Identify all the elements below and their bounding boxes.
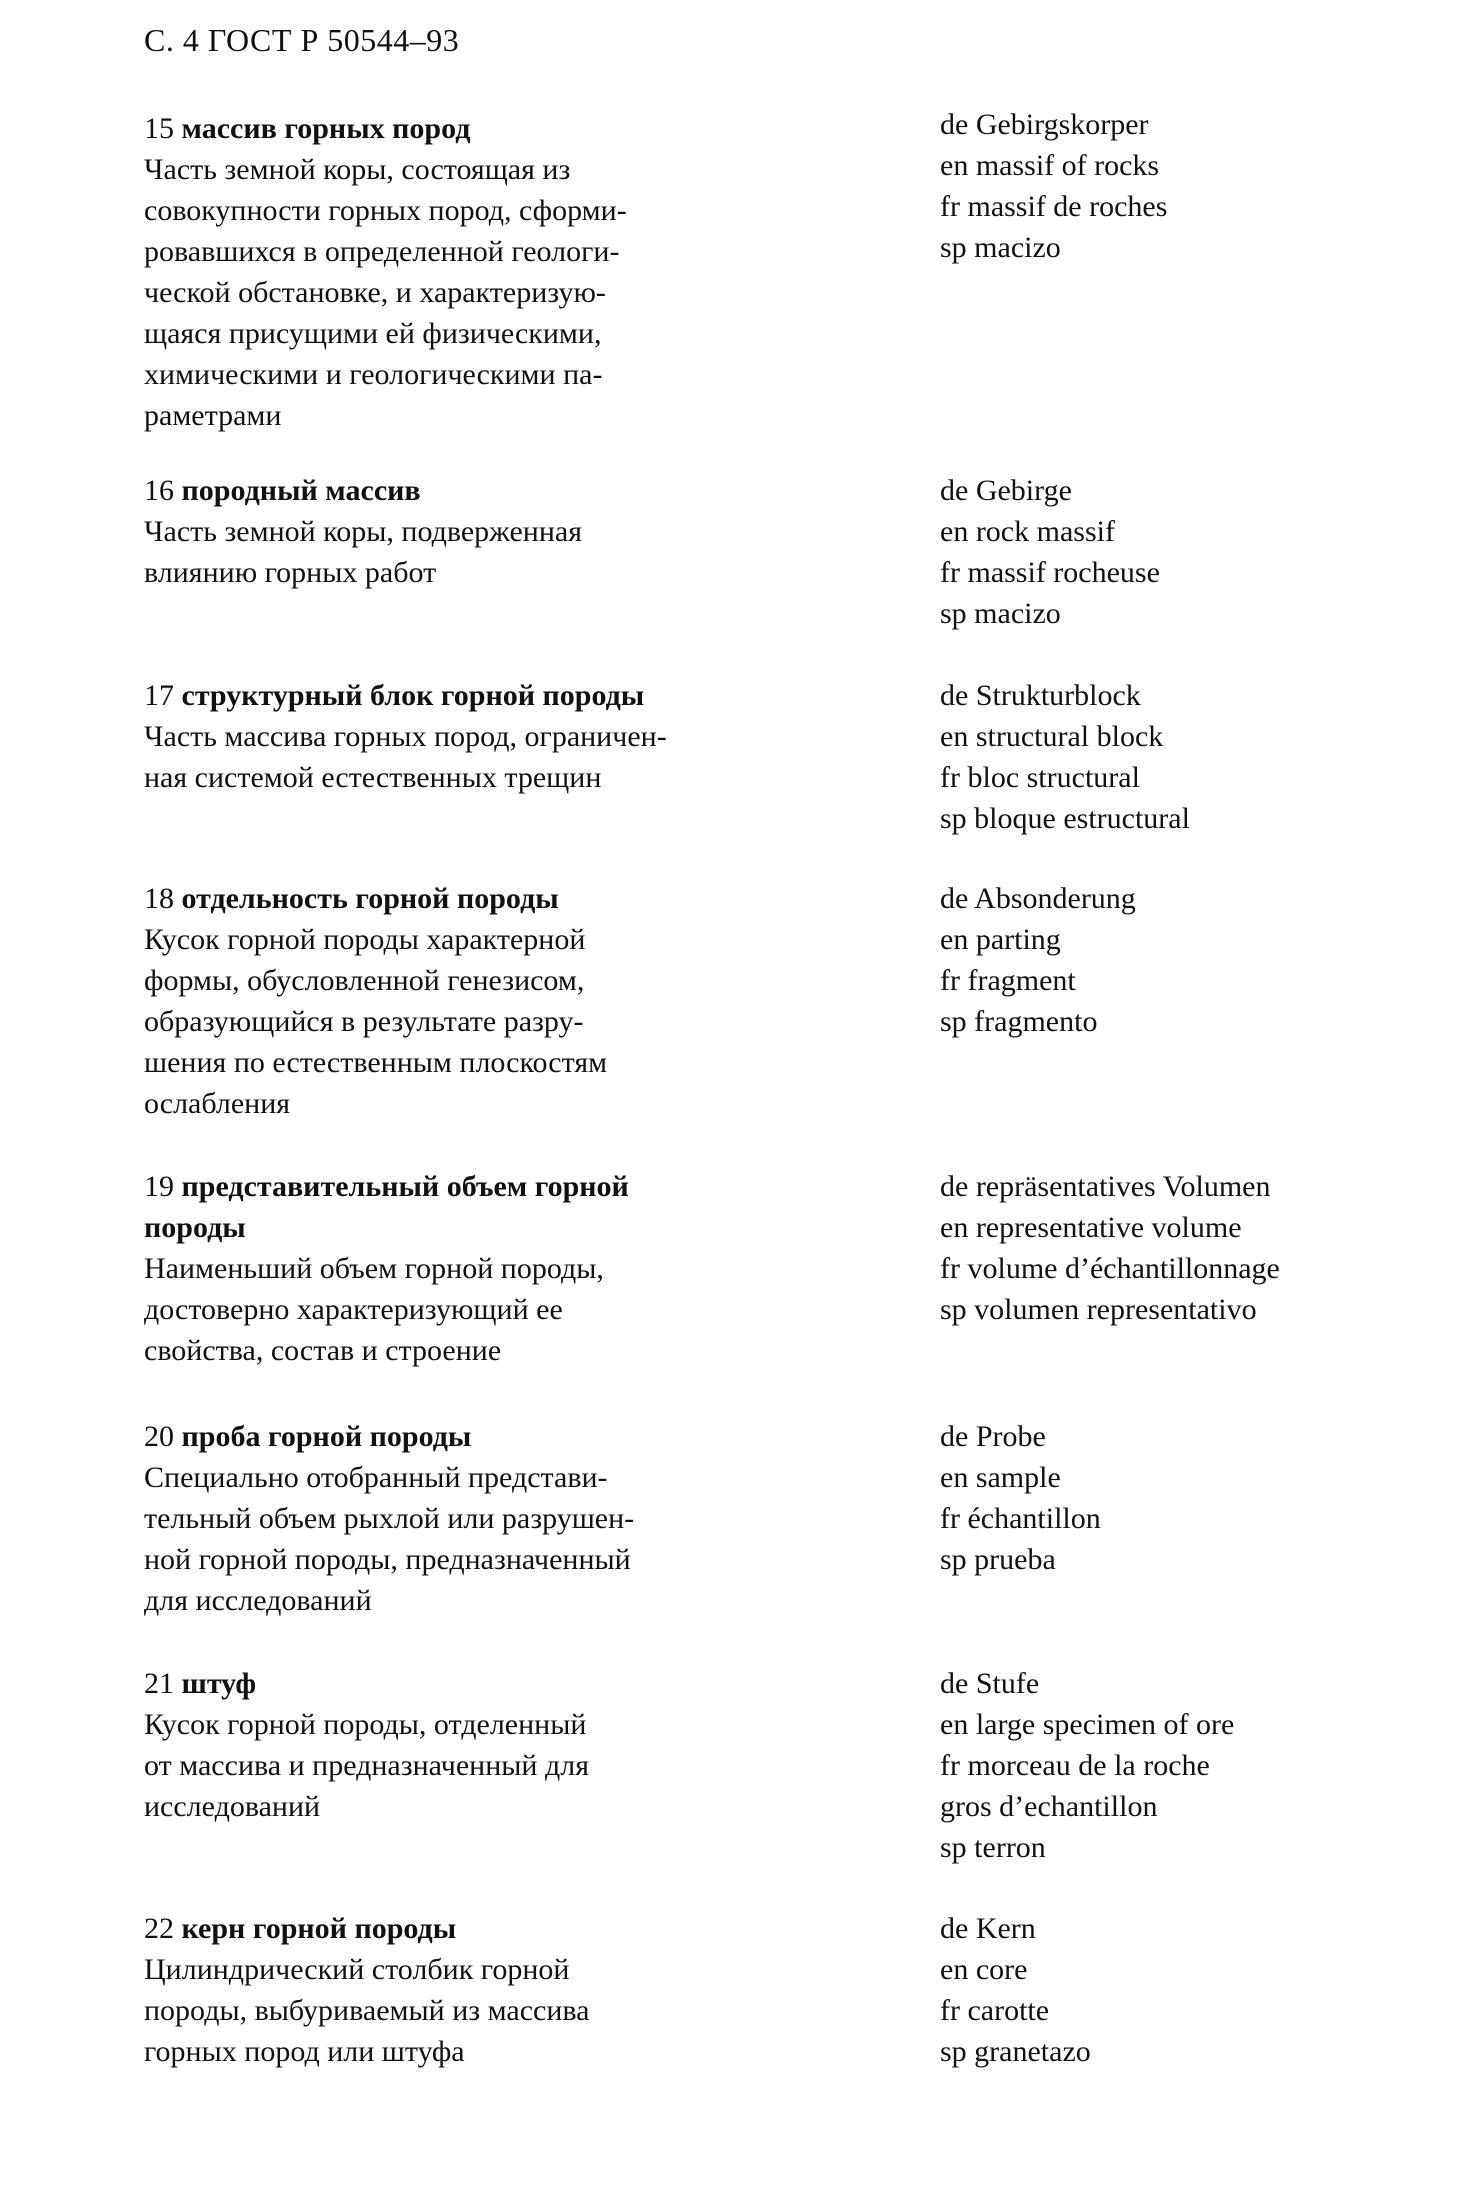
translation-fr: fr fragment [940, 964, 1076, 997]
russian-term-block [144, 675, 804, 798]
translation-sp: sp terron [940, 1831, 1046, 1864]
definition-line: ослабления [144, 1087, 291, 1120]
translations-block [940, 878, 1460, 1042]
definition-line: для исследований [144, 1584, 372, 1617]
translation-sp: sp prueba [940, 1543, 1056, 1576]
term-heading [144, 108, 804, 149]
translation-de: de Gebirge [940, 474, 1072, 507]
translations-block [940, 470, 1460, 634]
translations-block [940, 104, 1460, 268]
term-title: проба горной породы [181, 1420, 472, 1453]
term-number: 18 [144, 882, 174, 915]
translation-en: en rock massif [940, 515, 1115, 548]
term-heading [144, 1416, 804, 1457]
definition-line: Цилиндрический столбик горной [144, 1953, 570, 1986]
definition-line: Кусок горной породы, отделенный [144, 1708, 587, 1741]
term-heading [144, 878, 804, 919]
term-heading-continued [144, 1207, 804, 1248]
definition-line: ная системой естественных трещин [144, 761, 602, 794]
translation-de: de Kern [940, 1912, 1036, 1945]
definition-line: породы, выбуриваемый из массива [144, 1994, 590, 2027]
translation-en: en core [940, 1953, 1028, 1986]
translation-de: de repräsentatives Volumen [940, 1170, 1271, 1203]
term-number: 15 [144, 112, 174, 145]
definition-line: от массива и предназначенный для [144, 1749, 590, 1782]
translation-fr: fr volume d’échantillonnage [940, 1252, 1280, 1285]
translation-sp: sp macizo [940, 231, 1061, 264]
term-title: массив горных пород [181, 112, 471, 145]
term-heading [144, 1166, 804, 1207]
translation-sp: sp macizo [940, 597, 1061, 630]
definition-line: горных пород или штуфа [144, 2035, 465, 2068]
term-title: керн горной породы [181, 1912, 457, 1945]
translations-block [940, 675, 1460, 839]
translation-de: de Probe [940, 1420, 1046, 1453]
definition-line: Часть земной коры, подверженная [144, 515, 583, 548]
translation-sp: sp volumen representativo [940, 1293, 1257, 1326]
term-title: представительный объем горной [181, 1170, 629, 1203]
term-number: 16 [144, 474, 174, 507]
definition-line: образующийся в результате разру- [144, 1005, 584, 1038]
translation-de: de Gebirgskorper [940, 108, 1149, 141]
translation-sp: sp granetazo [940, 2035, 1091, 2068]
term-title: породный массив [181, 474, 421, 507]
definition-line: ной горной породы, предназначенный [144, 1543, 631, 1576]
term-heading [144, 1663, 804, 1704]
translations-block [940, 1663, 1460, 1868]
russian-term-block [144, 1663, 804, 1827]
term-heading [144, 1908, 804, 1949]
term-heading [144, 470, 804, 511]
definition-line: формы, обусловленной генезисом, [144, 964, 585, 997]
russian-term-block [144, 1908, 804, 2072]
definition-line: ровавшихся в определенной геологи- [144, 235, 620, 268]
definition-line: щаяся присущими ей физическими, [144, 317, 602, 350]
term-title: структурный блок горной породы [181, 679, 645, 712]
definition-line: совокупности горных пород, сформи- [144, 194, 627, 227]
translation-fr: fr carotte [940, 1994, 1050, 2027]
definition-line: свойства, состав и строение [144, 1334, 502, 1367]
russian-term-block [144, 1166, 804, 1371]
translation-fr: fr morceau de la roche [940, 1749, 1210, 1782]
term-number: 22 [144, 1912, 174, 1945]
translation-sp: sp fragmento [940, 1005, 1098, 1038]
term-number: 17 [144, 679, 174, 712]
term-title: отдельность горной породы [181, 882, 559, 915]
term-title-continued: породы [144, 1211, 246, 1244]
translation-fr: fr massif de roches [940, 190, 1168, 223]
translation-fr: fr échantillon [940, 1502, 1101, 1535]
translations-block [940, 1416, 1460, 1580]
translation-sp: sp bloque estructural [940, 802, 1190, 835]
russian-term-block [144, 878, 804, 1124]
translations-block [940, 1908, 1460, 2072]
translation-en: en parting [940, 923, 1061, 956]
translation-de: de Absonderung [940, 882, 1136, 915]
definition-line: Наименьший объем горной породы, [144, 1252, 604, 1285]
translation-de: de Strukturblock [940, 679, 1141, 712]
term-heading [144, 675, 804, 716]
russian-term-block [144, 1416, 804, 1621]
translation-en: en representative volume [940, 1211, 1242, 1244]
definition-line: тельный объем рыхлой или разрушен- [144, 1502, 635, 1535]
translations-block [940, 1166, 1460, 1330]
translation-fr: fr bloc structural [940, 761, 1140, 794]
term-number: 19 [144, 1170, 174, 1203]
definition-line: Часть массива горных пород, ограничен- [144, 720, 667, 753]
definition-line: шения по естественным плоскостям [144, 1046, 608, 1079]
definition-line: Специально отобранный представи- [144, 1461, 608, 1494]
term-number: 20 [144, 1420, 174, 1453]
translation-fr: fr massif rocheuse [940, 556, 1160, 589]
russian-term-block [144, 108, 804, 436]
definition-line: Часть земной коры, состоящая из [144, 153, 571, 186]
definition-line: влиянию горных работ [144, 556, 437, 589]
term-number: 21 [144, 1667, 174, 1700]
page-header: С. 4 ГОСТ Р 50544–93 [144, 22, 460, 58]
translation-fr-alt: gros d’echantillon [940, 1790, 1158, 1823]
definition-line: Кусок горной породы характерной [144, 923, 586, 956]
definition-line: химическими и геологическими па- [144, 358, 603, 391]
translation-en: en sample [940, 1461, 1061, 1494]
term-title: штуф [181, 1667, 257, 1700]
translation-de: de Stufe [940, 1667, 1040, 1700]
definition-line: ческой обстановке, и характеризую- [144, 276, 606, 309]
translation-en: en large specimen of ore [940, 1708, 1235, 1741]
definition-line: исследований [144, 1790, 321, 1823]
definition-line: раметрами [144, 399, 282, 432]
translation-en: en structural block [940, 720, 1164, 753]
definition-line: достоверно характеризующий ее [144, 1293, 563, 1326]
translation-en: en massif of rocks [940, 149, 1160, 182]
russian-term-block [144, 470, 804, 593]
